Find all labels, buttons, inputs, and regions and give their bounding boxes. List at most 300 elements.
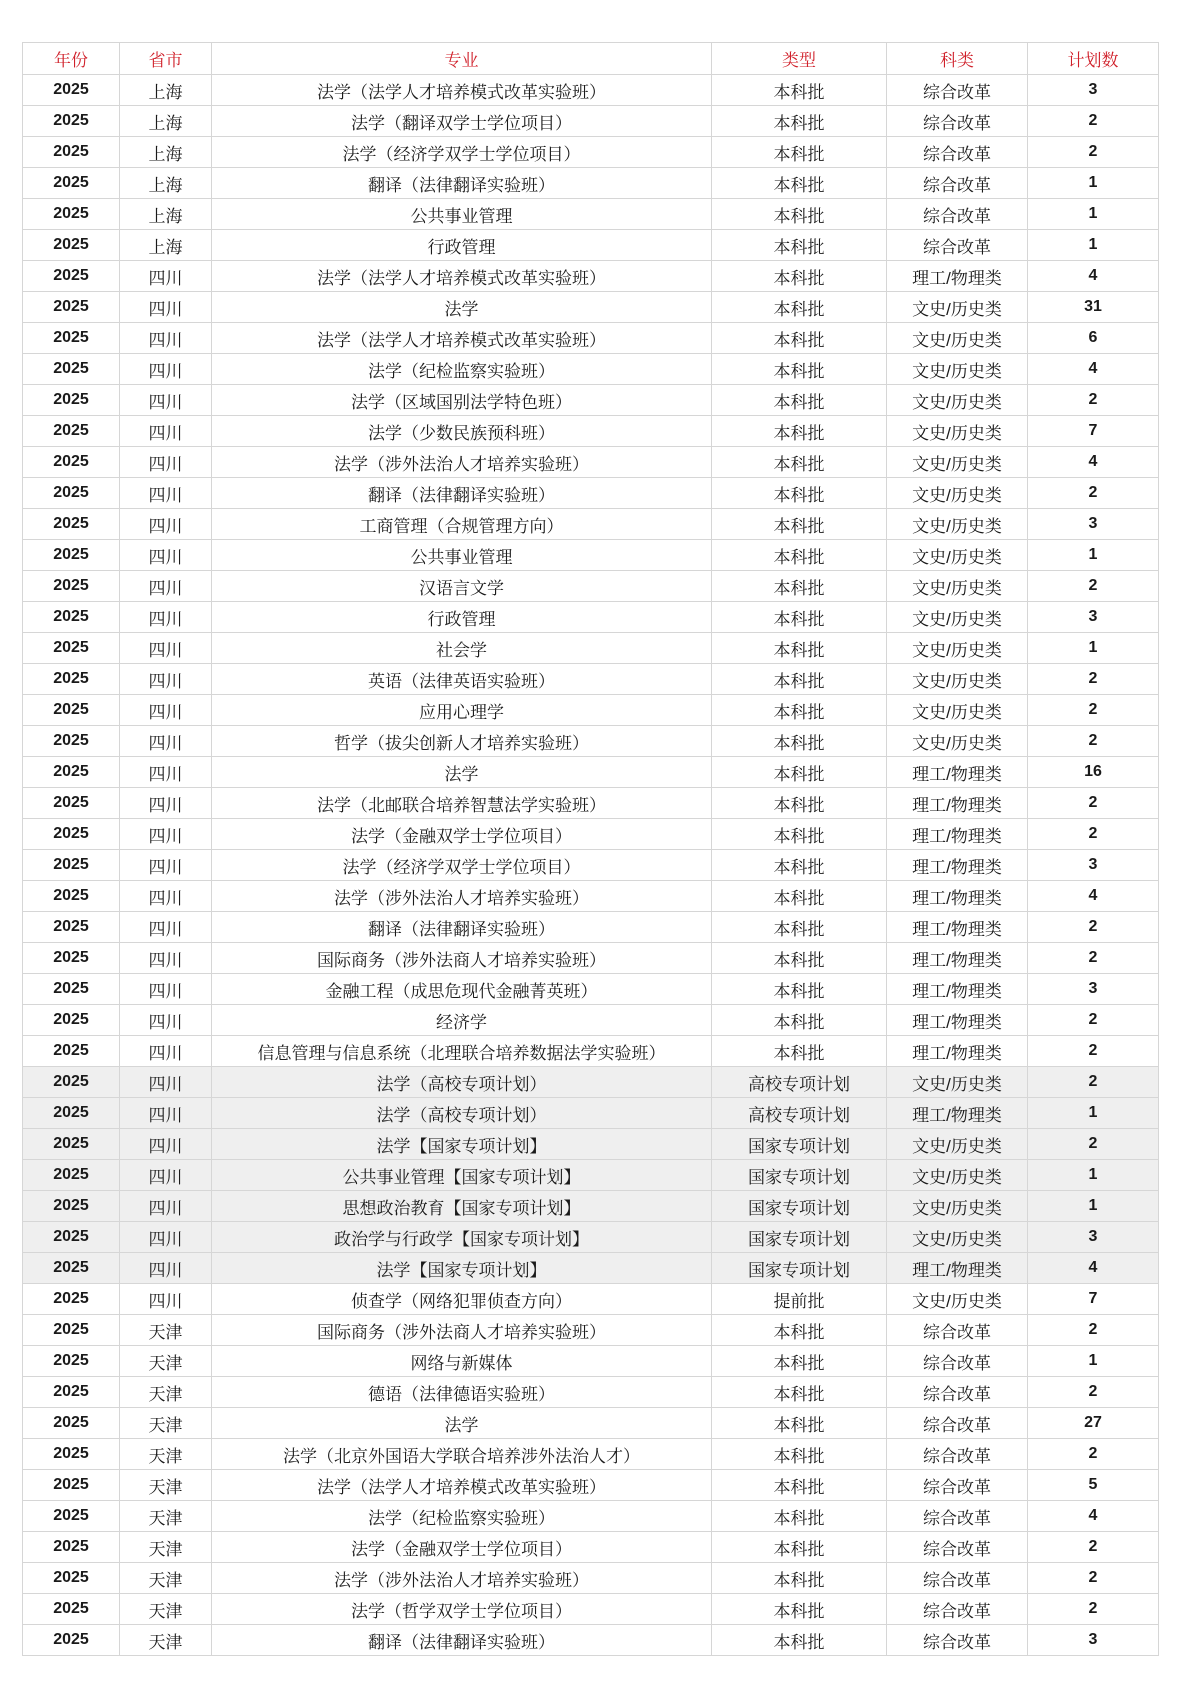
cell-province: 四川 [120,571,212,602]
cell-category: 文史/历史类 [887,478,1028,509]
cell-major: 法学（法学人才培养模式改革实验班） [212,1470,712,1501]
cell-province: 四川 [120,323,212,354]
cell-major: 法学（北邮联合培养智慧法学实验班） [212,788,712,819]
cell-major: 法学（区域国别法学特色班） [212,385,712,416]
cell-major: 政治学与行政学【国家专项计划】 [212,1222,712,1253]
cell-major: 信息管理与信息系统（北理联合培养数据法学实验班） [212,1036,712,1067]
table-row [23,1253,1159,1284]
header-category: 科类 [887,43,1028,75]
cell-province: 四川 [120,292,212,323]
cell-major: 翻译（法律翻译实验班） [212,478,712,509]
cell-major: 翻译（法律翻译实验班） [212,1625,712,1656]
table-row [23,633,1159,664]
cell-year: 2025 [23,1129,120,1160]
cell-type: 本科批 [712,1563,887,1594]
cell-major: 法学【国家专项计划】 [212,1253,712,1284]
table-body [23,75,1159,1656]
cell-type: 本科批 [712,75,887,106]
cell-province: 四川 [120,602,212,633]
cell-province: 四川 [120,1036,212,1067]
table-row [23,75,1159,106]
cell-year: 2025 [23,974,120,1005]
cell-type: 本科批 [712,323,887,354]
cell-major: 网络与新媒体 [212,1346,712,1377]
cell-year: 2025 [23,943,120,974]
cell-province: 上海 [120,106,212,137]
table-row [23,540,1159,571]
cell-major: 法学（金融双学士学位项目） [212,819,712,850]
cell-category: 综合改革 [887,1408,1028,1439]
cell-year: 2025 [23,1253,120,1284]
table-row [23,1346,1159,1377]
cell-year: 2025 [23,1563,120,1594]
cell-year: 2025 [23,1098,120,1129]
cell-category: 综合改革 [887,1563,1028,1594]
table-row [23,881,1159,912]
cell-category: 文史/历史类 [887,447,1028,478]
cell-year: 2025 [23,1160,120,1191]
cell-province: 四川 [120,416,212,447]
cell-province: 天津 [120,1315,212,1346]
cell-major: 法学 [212,757,712,788]
cell-year: 2025 [23,912,120,943]
cell-year: 2025 [23,881,120,912]
cell-province: 四川 [120,261,212,292]
cell-province: 四川 [120,788,212,819]
cell-plan-count: 2 [1028,1439,1159,1470]
cell-plan-count: 2 [1028,571,1159,602]
table-row [23,230,1159,261]
cell-year: 2025 [23,354,120,385]
table-row [23,1377,1159,1408]
cell-major: 国际商务（涉外法商人才培养实验班） [212,1315,712,1346]
cell-major: 法学（哲学双学士学位项目） [212,1594,712,1625]
cell-year: 2025 [23,416,120,447]
table-row [23,509,1159,540]
cell-plan-count: 2 [1028,664,1159,695]
cell-type: 本科批 [712,850,887,881]
cell-year: 2025 [23,602,120,633]
cell-province: 上海 [120,168,212,199]
cell-category: 文史/历史类 [887,695,1028,726]
cell-province: 上海 [120,199,212,230]
cell-plan-count: 2 [1028,1377,1159,1408]
cell-year: 2025 [23,1067,120,1098]
cell-major: 德语（法律德语实验班） [212,1377,712,1408]
cell-major: 法学（纪检监察实验班） [212,1501,712,1532]
cell-major: 法学（金融双学士学位项目） [212,1532,712,1563]
cell-category: 综合改革 [887,1532,1028,1563]
cell-plan-count: 1 [1028,1160,1159,1191]
cell-province: 四川 [120,850,212,881]
table-row [23,912,1159,943]
cell-province: 四川 [120,695,212,726]
table-row [23,664,1159,695]
table-row [23,943,1159,974]
header-year: 年份 [23,43,120,75]
cell-type: 本科批 [712,354,887,385]
table-row [23,1129,1159,1160]
cell-plan-count: 2 [1028,695,1159,726]
cell-plan-count: 1 [1028,1191,1159,1222]
cell-plan-count: 31 [1028,292,1159,323]
cell-province: 天津 [120,1408,212,1439]
cell-province: 四川 [120,1067,212,1098]
cell-plan-count: 2 [1028,1532,1159,1563]
table-row [23,416,1159,447]
cell-plan-count: 1 [1028,633,1159,664]
cell-type: 本科批 [712,571,887,602]
cell-plan-count: 3 [1028,850,1159,881]
cell-category: 理工/物理类 [887,788,1028,819]
cell-major: 法学（纪检监察实验班） [212,354,712,385]
cell-category: 文史/历史类 [887,1067,1028,1098]
cell-category: 文史/历史类 [887,633,1028,664]
cell-major: 法学 [212,292,712,323]
cell-category: 综合改革 [887,75,1028,106]
cell-plan-count: 4 [1028,261,1159,292]
cell-type: 本科批 [712,633,887,664]
table-row [23,695,1159,726]
cell-major: 法学（高校专项计划） [212,1067,712,1098]
cell-plan-count: 2 [1028,912,1159,943]
cell-plan-count: 7 [1028,416,1159,447]
cell-plan-count: 1 [1028,199,1159,230]
cell-category: 综合改革 [887,137,1028,168]
cell-type: 本科批 [712,881,887,912]
table-row [23,354,1159,385]
cell-plan-count: 5 [1028,1470,1159,1501]
table-row [23,1625,1159,1656]
cell-type: 本科批 [712,1470,887,1501]
cell-year: 2025 [23,137,120,168]
cell-province: 四川 [120,540,212,571]
cell-major: 工商管理（合规管理方向） [212,509,712,540]
cell-category: 文史/历史类 [887,571,1028,602]
cell-province: 四川 [120,819,212,850]
cell-major: 侦查学（网络犯罪侦查方向） [212,1284,712,1315]
cell-province: 四川 [120,1284,212,1315]
cell-plan-count: 3 [1028,1222,1159,1253]
cell-year: 2025 [23,1532,120,1563]
cell-type: 本科批 [712,1036,887,1067]
cell-major: 公共事业管理 [212,540,712,571]
cell-type: 本科批 [712,540,887,571]
cell-category: 文史/历史类 [887,1284,1028,1315]
cell-plan-count: 3 [1028,602,1159,633]
table-row [23,137,1159,168]
cell-category: 综合改革 [887,199,1028,230]
cell-category: 综合改革 [887,1470,1028,1501]
cell-year: 2025 [23,385,120,416]
cell-year: 2025 [23,509,120,540]
cell-category: 综合改革 [887,1625,1028,1656]
cell-year: 2025 [23,106,120,137]
cell-type: 本科批 [712,137,887,168]
cell-year: 2025 [23,757,120,788]
cell-type: 本科批 [712,106,887,137]
cell-plan-count: 3 [1028,974,1159,1005]
cell-category: 理工/物理类 [887,1253,1028,1284]
cell-major: 公共事业管理 [212,199,712,230]
table-row [23,385,1159,416]
cell-type: 本科批 [712,974,887,1005]
table-row [23,1067,1159,1098]
cell-major: 法学（少数民族预科班） [212,416,712,447]
cell-province: 上海 [120,75,212,106]
cell-type: 国家专项计划 [712,1129,887,1160]
cell-major: 法学（涉外法治人才培养实验班） [212,447,712,478]
enrollment-plan-table [22,42,1159,1656]
table-row [23,478,1159,509]
cell-province: 四川 [120,726,212,757]
cell-category: 文史/历史类 [887,1222,1028,1253]
table-row [23,850,1159,881]
cell-province: 天津 [120,1563,212,1594]
cell-major: 社会学 [212,633,712,664]
cell-year: 2025 [23,1439,120,1470]
table-row [23,1532,1159,1563]
cell-province: 天津 [120,1470,212,1501]
cell-type: 本科批 [712,230,887,261]
cell-category: 文史/历史类 [887,602,1028,633]
table-row [23,602,1159,633]
cell-year: 2025 [23,695,120,726]
cell-province: 四川 [120,1160,212,1191]
cell-plan-count: 3 [1028,1625,1159,1656]
table-row [23,819,1159,850]
cell-type: 本科批 [712,292,887,323]
cell-plan-count: 3 [1028,509,1159,540]
cell-major: 思想政治教育【国家专项计划】 [212,1191,712,1222]
cell-type: 本科批 [712,1315,887,1346]
cell-province: 天津 [120,1346,212,1377]
cell-type: 本科批 [712,664,887,695]
cell-year: 2025 [23,571,120,602]
cell-year: 2025 [23,1222,120,1253]
table-row [23,726,1159,757]
table-row [23,1439,1159,1470]
cell-province: 天津 [120,1377,212,1408]
cell-category: 理工/物理类 [887,943,1028,974]
cell-category: 文史/历史类 [887,1129,1028,1160]
cell-type: 提前批 [712,1284,887,1315]
cell-category: 综合改革 [887,1439,1028,1470]
table-row [23,757,1159,788]
table-row [23,571,1159,602]
cell-type: 本科批 [712,509,887,540]
cell-major: 公共事业管理【国家专项计划】 [212,1160,712,1191]
cell-type: 本科批 [712,1594,887,1625]
cell-major: 法学（北京外国语大学联合培养涉外法治人才） [212,1439,712,1470]
cell-province: 四川 [120,757,212,788]
cell-type: 本科批 [712,1408,887,1439]
cell-category: 文史/历史类 [887,1191,1028,1222]
cell-type: 本科批 [712,261,887,292]
cell-category: 文史/历史类 [887,726,1028,757]
cell-major: 翻译（法律翻译实验班） [212,168,712,199]
cell-province: 四川 [120,385,212,416]
cell-plan-count: 4 [1028,354,1159,385]
cell-plan-count: 16 [1028,757,1159,788]
table-row [23,1594,1159,1625]
cell-plan-count: 2 [1028,137,1159,168]
cell-major: 行政管理 [212,230,712,261]
cell-year: 2025 [23,1470,120,1501]
cell-type: 本科批 [712,1377,887,1408]
cell-type: 本科批 [712,726,887,757]
table-header-row [23,43,1159,75]
cell-province: 上海 [120,137,212,168]
cell-province: 四川 [120,1005,212,1036]
cell-type: 本科批 [712,168,887,199]
table-row [23,788,1159,819]
cell-major: 法学（高校专项计划） [212,1098,712,1129]
cell-year: 2025 [23,323,120,354]
table-row [23,199,1159,230]
cell-plan-count: 2 [1028,819,1159,850]
cell-year: 2025 [23,788,120,819]
cell-major: 法学（经济学双学士学位项目） [212,850,712,881]
table-row [23,106,1159,137]
header-province: 省市 [120,43,212,75]
cell-province: 四川 [120,664,212,695]
cell-type: 本科批 [712,478,887,509]
cell-category: 理工/物理类 [887,850,1028,881]
cell-category: 理工/物理类 [887,819,1028,850]
cell-type: 国家专项计划 [712,1191,887,1222]
table-row [23,1284,1159,1315]
cell-province: 天津 [120,1625,212,1656]
cell-category: 综合改革 [887,1594,1028,1625]
cell-major: 汉语言文学 [212,571,712,602]
cell-year: 2025 [23,478,120,509]
cell-province: 四川 [120,633,212,664]
cell-plan-count: 6 [1028,323,1159,354]
cell-plan-count: 1 [1028,230,1159,261]
cell-province: 四川 [120,943,212,974]
cell-province: 四川 [120,1098,212,1129]
enrollment-plan-table-container [22,42,1158,1656]
cell-category: 理工/物理类 [887,881,1028,912]
cell-year: 2025 [23,75,120,106]
cell-year: 2025 [23,1005,120,1036]
cell-major: 国际商务（涉外法商人才培养实验班） [212,943,712,974]
cell-category: 综合改革 [887,1346,1028,1377]
table-row [23,1036,1159,1067]
table-row [23,292,1159,323]
cell-plan-count: 27 [1028,1408,1159,1439]
cell-province: 天津 [120,1439,212,1470]
cell-category: 文史/历史类 [887,323,1028,354]
table-row [23,168,1159,199]
cell-plan-count: 4 [1028,1501,1159,1532]
cell-category: 文史/历史类 [887,509,1028,540]
cell-type: 高校专项计划 [712,1067,887,1098]
cell-year: 2025 [23,1346,120,1377]
cell-category: 综合改革 [887,1377,1028,1408]
cell-major: 法学（涉外法治人才培养实验班） [212,1563,712,1594]
cell-year: 2025 [23,726,120,757]
cell-plan-count: 2 [1028,943,1159,974]
cell-year: 2025 [23,1284,120,1315]
cell-category: 综合改革 [887,168,1028,199]
cell-major: 法学（法学人才培养模式改革实验班） [212,75,712,106]
cell-year: 2025 [23,261,120,292]
cell-province: 四川 [120,1222,212,1253]
cell-type: 本科批 [712,199,887,230]
cell-year: 2025 [23,1036,120,1067]
header-type: 类型 [712,43,887,75]
cell-type: 本科批 [712,912,887,943]
table-row [23,261,1159,292]
cell-province: 四川 [120,1129,212,1160]
cell-plan-count: 2 [1028,1315,1159,1346]
cell-category: 文史/历史类 [887,292,1028,323]
cell-year: 2025 [23,819,120,850]
cell-major: 法学【国家专项计划】 [212,1129,712,1160]
cell-year: 2025 [23,540,120,571]
cell-province: 四川 [120,509,212,540]
table-row [23,1563,1159,1594]
cell-province: 天津 [120,1594,212,1625]
cell-plan-count: 2 [1028,1005,1159,1036]
cell-plan-count: 7 [1028,1284,1159,1315]
cell-category: 文史/历史类 [887,354,1028,385]
cell-province: 四川 [120,912,212,943]
table-row [23,1222,1159,1253]
cell-type: 本科批 [712,757,887,788]
cell-type: 本科批 [712,1005,887,1036]
table-row [23,1160,1159,1191]
cell-plan-count: 2 [1028,1036,1159,1067]
cell-major: 应用心理学 [212,695,712,726]
cell-type: 本科批 [712,695,887,726]
cell-type: 本科批 [712,1532,887,1563]
cell-category: 理工/物理类 [887,912,1028,943]
cell-year: 2025 [23,292,120,323]
cell-plan-count: 2 [1028,385,1159,416]
cell-type: 本科批 [712,943,887,974]
cell-type: 本科批 [712,788,887,819]
cell-category: 文史/历史类 [887,385,1028,416]
cell-type: 本科批 [712,819,887,850]
cell-plan-count: 4 [1028,881,1159,912]
cell-major: 法学（经济学双学士学位项目） [212,137,712,168]
cell-category: 文史/历史类 [887,416,1028,447]
cell-type: 国家专项计划 [712,1222,887,1253]
cell-year: 2025 [23,1191,120,1222]
cell-year: 2025 [23,1408,120,1439]
table-row [23,1501,1159,1532]
cell-year: 2025 [23,850,120,881]
cell-plan-count: 2 [1028,478,1159,509]
cell-category: 综合改革 [887,230,1028,261]
cell-plan-count: 2 [1028,726,1159,757]
cell-category: 理工/物理类 [887,974,1028,1005]
cell-category: 理工/物理类 [887,757,1028,788]
cell-year: 2025 [23,664,120,695]
cell-plan-count: 4 [1028,447,1159,478]
cell-year: 2025 [23,633,120,664]
cell-category: 理工/物理类 [887,261,1028,292]
cell-year: 2025 [23,1377,120,1408]
cell-major: 法学（法学人才培养模式改革实验班） [212,261,712,292]
table-row [23,1098,1159,1129]
cell-category: 文史/历史类 [887,664,1028,695]
cell-type: 国家专项计划 [712,1160,887,1191]
cell-type: 本科批 [712,385,887,416]
